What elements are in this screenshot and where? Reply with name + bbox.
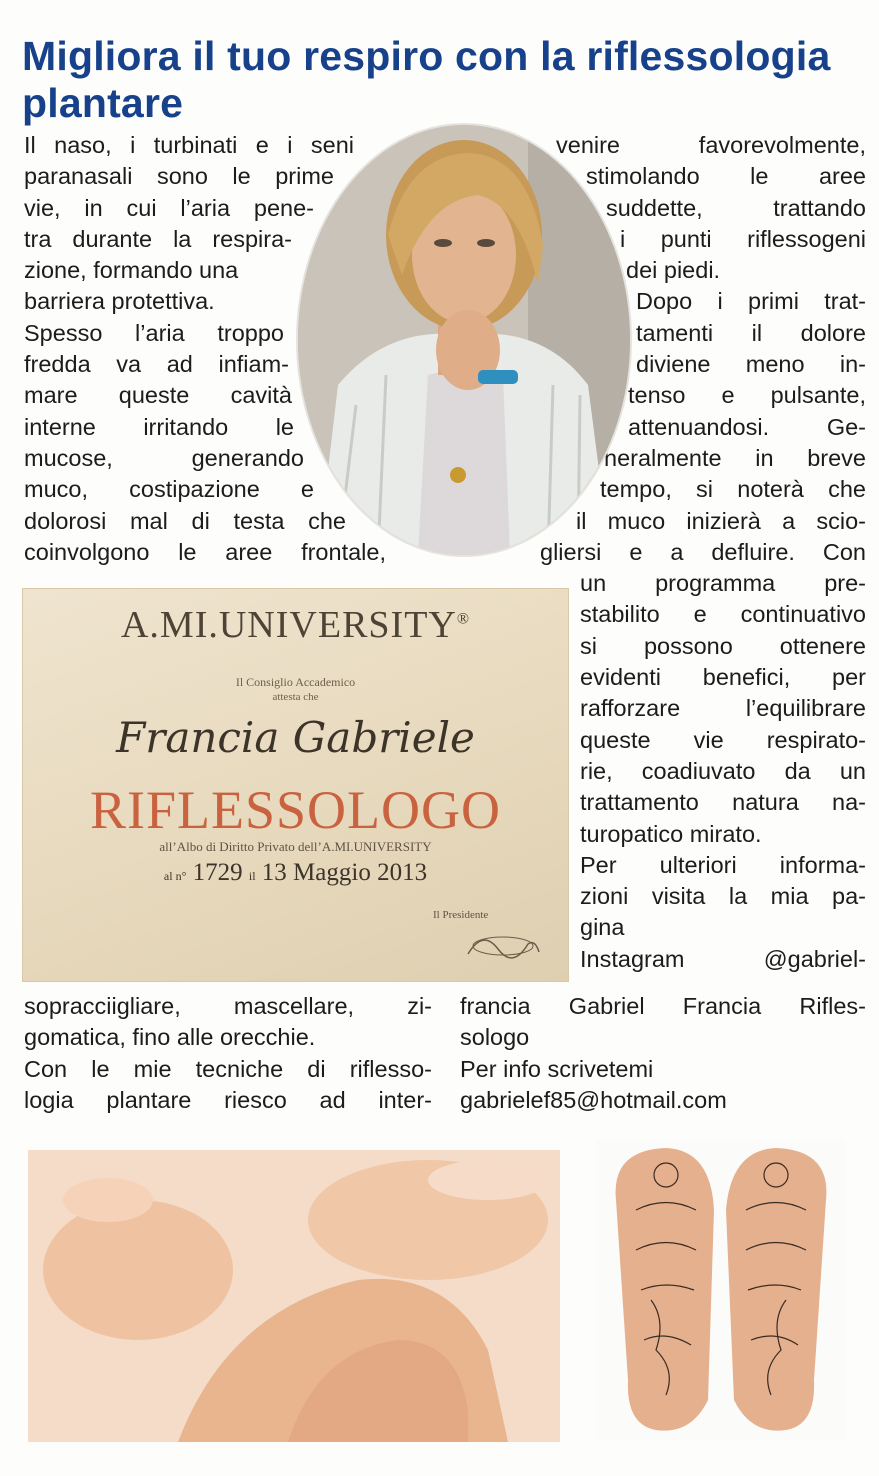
certificate-council: Il Consiglio Accademico bbox=[235, 675, 356, 689]
text-line: tra durante la respira- bbox=[24, 225, 292, 252]
text-line: interne irritando le bbox=[24, 413, 294, 440]
text-line: stabilito e continuativo bbox=[580, 601, 866, 628]
text-line: francia Gabriel Francia Rifles- bbox=[460, 993, 866, 1019]
text-line: gina bbox=[580, 914, 625, 941]
text-line: muco, costipazione e bbox=[24, 476, 314, 503]
portrait-photo bbox=[298, 125, 630, 555]
text-line: logia plantare riesco ad inter- bbox=[24, 1086, 432, 1113]
text-line: tenso e pulsante, bbox=[628, 382, 866, 409]
text-line: coinvolgono le aree frontale, bbox=[24, 538, 386, 565]
text-line: neralmente in breve bbox=[604, 444, 866, 471]
text-line: dei piedi. bbox=[626, 257, 721, 284]
text-line: turopatico mirato. bbox=[580, 820, 762, 847]
text-line: vie, in cui l’aria pene- bbox=[24, 194, 314, 221]
text-line: trattamento natura na- bbox=[580, 789, 866, 816]
reflexology-feet-illustration bbox=[596, 1140, 846, 1440]
text-line: tempo, si noterà che bbox=[600, 476, 866, 503]
foot-massage-illustration bbox=[28, 1150, 560, 1442]
text-line: attenuandosi. Ge- bbox=[628, 413, 866, 440]
text-line: gomatica, fino alle orecchie. bbox=[24, 1024, 316, 1051]
text-line: un programma pre- bbox=[580, 570, 866, 597]
article-title: Migliora il tuo respiro con la riflessologia plantare bbox=[22, 33, 831, 127]
foot-massage-photo bbox=[28, 1150, 560, 1442]
text-line: dolorosi mal di testa che bbox=[24, 507, 346, 534]
text-line: Per ulteriori informa- bbox=[580, 851, 866, 878]
text-line: Instagram @gabriel- bbox=[580, 945, 866, 972]
text-line: barriera protettiva. bbox=[24, 288, 215, 315]
text-line: mucose, generando bbox=[24, 444, 304, 471]
certificate-image bbox=[22, 588, 569, 982]
text-line: venire favorevolmente, bbox=[556, 132, 866, 158]
text-line: Dopo i primi trat- bbox=[636, 288, 866, 315]
text-line: paranasali sono le prime bbox=[24, 163, 334, 190]
text-line: zione, formando una bbox=[24, 257, 239, 284]
text-line: Il naso, i turbinati e i seni bbox=[24, 132, 354, 158]
text-line: suddette, trattando bbox=[606, 194, 866, 221]
text-line: zioni visita la mia pa- bbox=[580, 883, 866, 910]
text-line: evidenti benefici, per bbox=[580, 664, 866, 691]
text-line: i punti riflessogeni bbox=[620, 225, 866, 252]
text-line: gliersi e a defluire. Con bbox=[540, 538, 866, 565]
signature-icon bbox=[463, 924, 543, 964]
certificate-name: Francia Gabriele bbox=[116, 713, 475, 762]
text-line: Con le mie tecniche di riflesso- bbox=[24, 1055, 432, 1082]
left-column-bottom bbox=[24, 991, 432, 1116]
text-line: queste vie respirato- bbox=[580, 726, 866, 753]
text-line: si possono ottenere bbox=[580, 632, 866, 659]
text-line: sopracciigliare, mascellare, zi- bbox=[24, 993, 432, 1019]
portrait-illustration bbox=[298, 125, 630, 555]
certificate-attests: attesta che bbox=[272, 691, 319, 703]
reflexology-feet-photo bbox=[596, 1140, 846, 1440]
text-line: Spesso l’aria troppo bbox=[24, 319, 284, 346]
certificate-role: RIFLESSOLOGO bbox=[89, 780, 502, 840]
certificate-institution: A.MI.UNIVERSITY® bbox=[120, 604, 471, 646]
text-line: gabrielef85@hotmail.com bbox=[460, 1086, 727, 1113]
text-line: mare queste cavità bbox=[24, 382, 292, 409]
certificate-registry: all’Albo di Diritto Privato dell’A.MI.UNIVERSITY bbox=[159, 839, 432, 854]
text-line: rie, coadiuvato da un bbox=[580, 757, 866, 784]
certificate-number-line: al n° 1729 il 13 Maggio 2013 bbox=[163, 859, 428, 886]
text-line: fredda va ad infiam- bbox=[24, 351, 289, 378]
text-line: rafforzare l’equilibrare bbox=[580, 695, 866, 722]
certificate-signature-label: Il Presidente bbox=[433, 909, 489, 921]
text-line: il muco inizierà a scio- bbox=[576, 507, 866, 534]
text-line: tamenti il dolore bbox=[636, 319, 866, 346]
right-column-bottom bbox=[460, 991, 866, 1116]
text-line: sologo bbox=[460, 1024, 530, 1051]
text-line: Per info scrivetemi bbox=[460, 1055, 654, 1082]
text-line: diviene meno in- bbox=[636, 351, 866, 378]
text-line: stimolando le aree bbox=[586, 163, 866, 190]
